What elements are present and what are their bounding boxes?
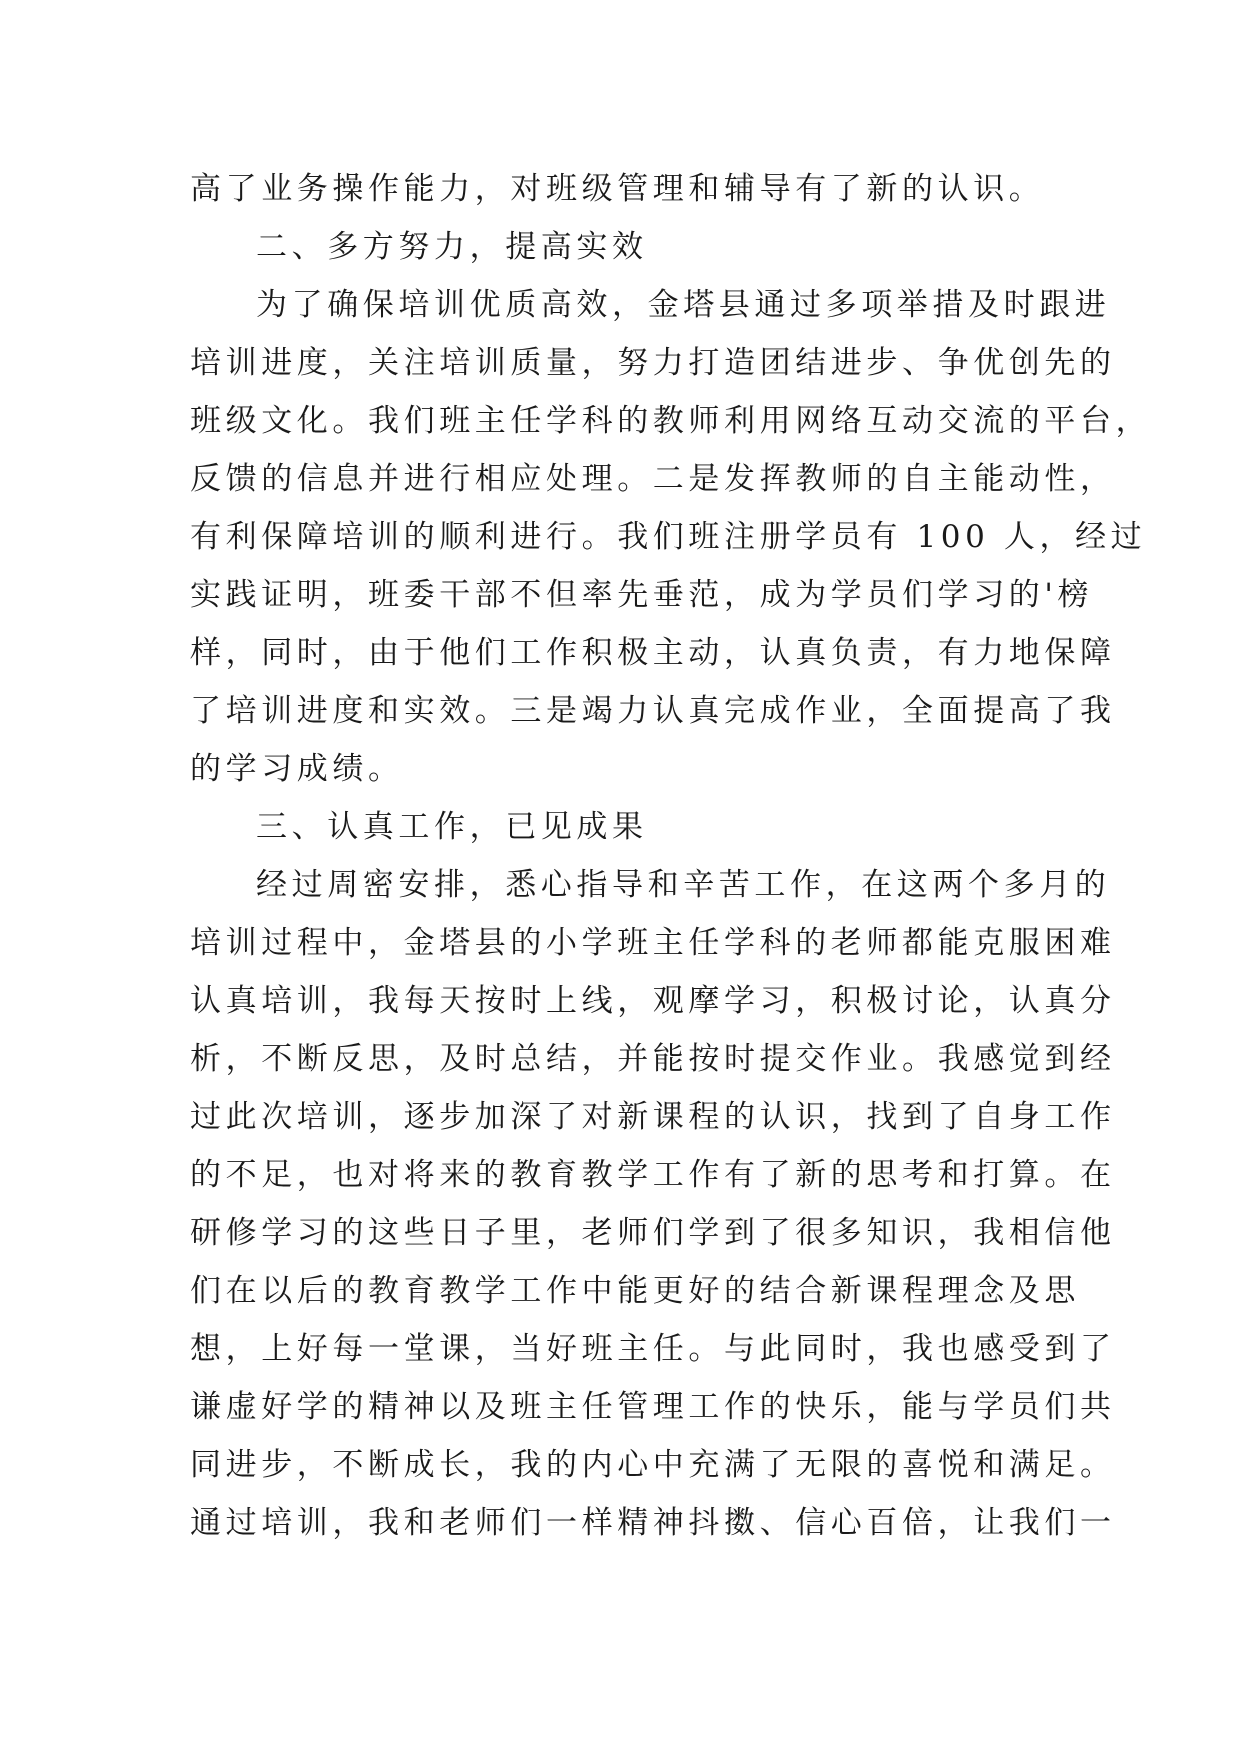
text-line: 通过培训，我和老师们一样精神抖擞、信心百倍，让我们一 (190, 1505, 1116, 1541)
paragraph-start: 为了确保培训优质高效，金塔县通过多项举措及时跟进 (256, 287, 1111, 323)
text-line: 样，同时，由于他们工作积极主动，认真负责，有力地保障 (190, 635, 1116, 671)
text-line: 培训进度，关注培训质量，努力打造团结进步、争优创先的 (190, 345, 1116, 381)
text-line: 们在以后的教育教学工作中能更好的结合新课程理念及思 (190, 1273, 1080, 1309)
text-line: 析，不断反思，及时总结，并能按时提交作业。我感觉到经 (190, 1041, 1116, 1077)
text-line: 同进步，不断成长，我的内心中充满了无限的喜悦和满足。 (190, 1447, 1116, 1483)
text-line: 过此次培训，逐步加深了对新课程的认识，找到了自身工作 (190, 1099, 1116, 1135)
text-line: 研修学习的这些日子里，老师们学到了很多知识，我相信他 (190, 1215, 1116, 1251)
text-line: 培训过程中，金塔县的小学班主任学科的老师都能克服困难 (190, 925, 1116, 961)
text-line: 的不足，也对将来的教育教学工作有了新的思考和打算。在 (190, 1157, 1116, 1193)
text-line: 想，上好每一堂课，当好班主任。与此同时，我也感受到了 (190, 1331, 1116, 1367)
text-line: 有利保障培训的顺利进行。我们班注册学员有 100 人，经过 (190, 519, 1147, 555)
text-line: 实践证明，班委干部不但率先垂范，成为学员们学习的'榜 (190, 577, 1094, 613)
section-heading-2: 二、多方努力，提高实效 (256, 229, 648, 265)
body-text (190, 160, 1152, 1552)
text-line: 反馈的信息并进行相应处理。二是发挥教师的自主能动性， (190, 461, 1116, 497)
text-line: 了培训进度和实效。三是竭力认真完成作业，全面提高了我 (190, 693, 1116, 729)
text-line: 认真培训，我每天按时上线，观摩学习，积极讨论，认真分 (190, 983, 1116, 1019)
text-line: 的学习成绩。 (190, 751, 404, 787)
paragraph-start: 经过周密安排，悉心指导和辛苦工作，在这两个多月的 (256, 867, 1111, 903)
section-heading-3: 三、认真工作，已见成果 (256, 809, 648, 845)
text-line: 班级文化。我们班主任学科的教师利用网络互动交流的平台， (190, 403, 1152, 439)
text-line: 谦虚好学的精神以及班主任管理工作的快乐，能与学员们共 (190, 1389, 1116, 1425)
text-line: 高了业务操作能力，对班级管理和辅导有了新的认识。 (190, 171, 1045, 207)
